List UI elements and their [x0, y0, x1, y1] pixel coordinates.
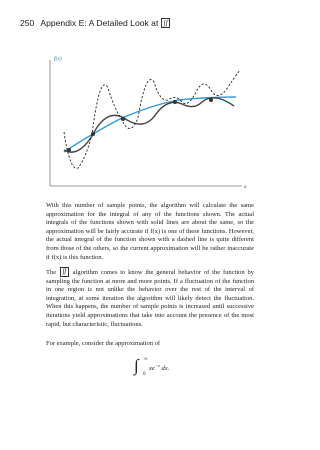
function-sampling-figure — [48, 52, 258, 192]
paragraph-lead: The — [46, 269, 57, 276]
paragraph-text: For example, consider the approximation of — [46, 340, 161, 347]
integrand-differential: dx. — [161, 365, 170, 372]
integrate-key-icon: ∫f — [60, 267, 69, 277]
integral-sign: ∫ — [134, 356, 139, 375]
upper-limit: ∞ — [144, 357, 148, 362]
sample-point — [209, 98, 213, 102]
sample-point — [67, 148, 71, 152]
paragraph-sample-points — [46, 202, 254, 262]
paragraph-body: algorithm comes to know the general behavior of the function by sampling the function at more and more points. If a fluctuation of the function in one region is not unlike the behavior over the rest of the interval of integration, at some iteration the algorithm will likely detect the fluctuation. When this happens, the number of sample points is increased until successive iterations yield approximations that take into account the presence of the most rapid, but characteristic, fluctuations. — [46, 269, 255, 328]
lower-limit: 0 — [143, 372, 146, 377]
x-axis-label: x — [244, 184, 247, 190]
header-title: Appendix E: A Detailed Look at — [40, 18, 159, 28]
sample-point — [121, 117, 125, 121]
integrand — [149, 363, 169, 372]
page-header — [20, 18, 170, 28]
sample-point — [173, 100, 177, 104]
integrand-exponent: −x — [154, 363, 160, 368]
y-axis-label: f(x) — [54, 56, 62, 62]
smooth-solid-curve — [64, 97, 236, 152]
paragraph-algorithm-behavior — [46, 267, 254, 329]
page-number: 250 — [20, 18, 35, 28]
paragraph-text — [46, 267, 254, 329]
integrand-base: xe — [149, 365, 155, 372]
paragraph-example — [46, 340, 254, 349]
paragraph-text: With this number of sample points, the algorithm will calculate the same approximation for the integral of any of the functions shown. The actual integrals of the functions shown with solid lines are about the same, so the approximation will be fairly accurate if f(x) is one of these functions. However, the actual integral of the function shown with a dashed line is quite different from those of the others, so the current approximation will be rather inaccurate if f(x) is this function. — [46, 202, 254, 261]
sample-point — [91, 132, 95, 136]
integrate-key-icon: ∫f — [161, 18, 170, 28]
